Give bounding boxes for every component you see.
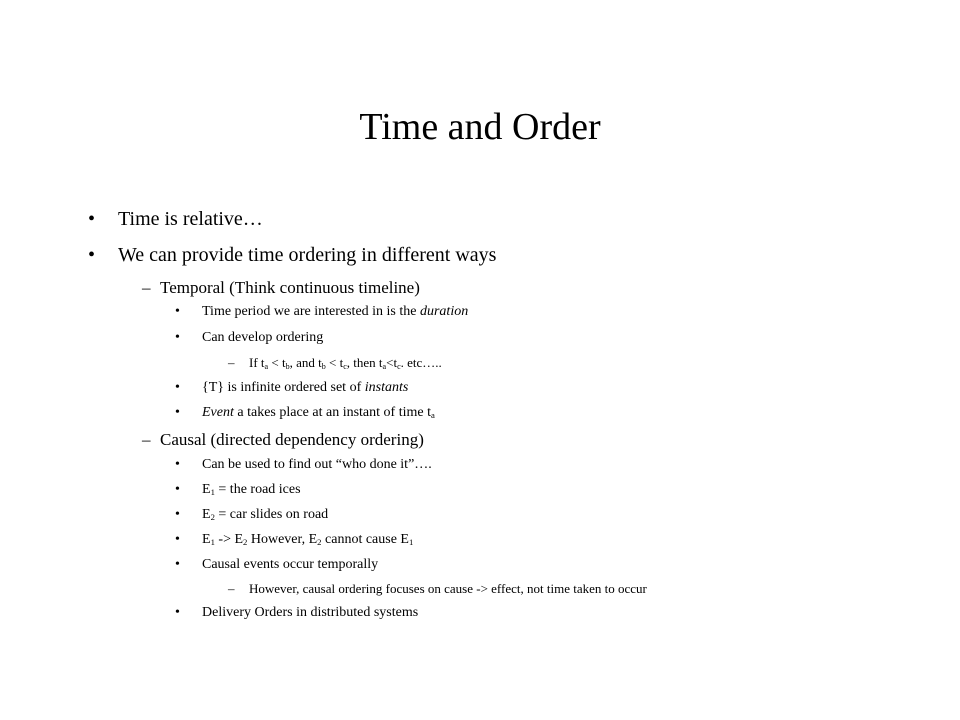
text-segment: , then t [346, 355, 383, 370]
text-segment: {T} is infinite ordered set of [202, 380, 365, 395]
text-segment: < t [325, 355, 344, 370]
bullet-marker: • [175, 330, 180, 345]
bullet-marker: – [142, 278, 151, 297]
text-segment: Causal events occur temporally [202, 557, 379, 572]
text-segment: <t [386, 355, 398, 370]
bullet-marker: • [88, 208, 96, 230]
subscript: a [264, 362, 269, 371]
subscript: c [397, 362, 401, 371]
subscript: 2 [243, 537, 248, 548]
bullet-marker: – [228, 355, 235, 370]
bullet-marker: • [175, 605, 180, 620]
subscript: 1 [210, 537, 215, 548]
text-segment: cannot cause E [321, 532, 409, 547]
bullet-marker: • [175, 482, 180, 497]
text-segment: Event [202, 405, 234, 420]
bullet-text-level-3 [202, 380, 408, 396]
text-segment: Can develop ordering [202, 330, 324, 345]
bullet-marker: • [175, 507, 180, 522]
text-segment: E [202, 507, 211, 522]
text-segment: Can be used to find out “who done it”…. [202, 457, 432, 472]
subscript: 2 [210, 512, 215, 523]
subscript: 2 [317, 537, 322, 548]
text-segment: . etc….. [400, 355, 442, 370]
bullet-marker: • [175, 380, 180, 395]
bullet-marker: • [175, 532, 180, 547]
text-segment: Delivery Orders in distributed systems [202, 605, 419, 620]
text-segment: = the road ices [214, 482, 301, 497]
bullet-marker: • [88, 244, 96, 266]
bullet-text-level-4 [249, 355, 442, 371]
bullet-text-level-3 [202, 507, 328, 523]
subscript: 1 [408, 537, 414, 548]
bullet-text-level-3 [202, 532, 413, 548]
text-segment: duration [419, 304, 469, 319]
bullet-text-level-2 [160, 278, 420, 298]
bullet-text-level-2 [160, 430, 424, 450]
text-segment: We can provide time ordering in different ways [118, 244, 497, 266]
text-segment: Time is relative… [118, 208, 263, 230]
bullet-marker: • [175, 405, 180, 420]
text-segment: a takes place at an instant of time t [233, 405, 431, 420]
text-segment: E [202, 482, 211, 497]
bullet-text-level-4 [249, 581, 647, 597]
text-segment: = car slides on road [214, 507, 329, 522]
bullet-marker: • [175, 557, 180, 572]
subscript: c [343, 362, 347, 371]
bullet-text-level-3 [202, 304, 468, 320]
text-segment: Causal (directed dependency ordering) [160, 430, 424, 449]
subscript: a [382, 362, 387, 371]
text-segment: However, causal ordering focuses on cause -> effect, not time taken to occur [249, 581, 647, 596]
bullet-text-level-3 [202, 330, 323, 346]
bullet-marker: – [228, 581, 235, 596]
slide-title: Time and Order [359, 106, 601, 148]
bullet-text-level-3 [202, 557, 378, 573]
bullet-marker: • [175, 457, 180, 472]
bullet-text-level-3 [202, 457, 432, 473]
bullet-marker: • [175, 304, 180, 319]
subscript: b [285, 362, 290, 371]
text-segment: , and t [289, 355, 322, 370]
text-segment: Temporal (Think continuous timeline) [160, 278, 420, 297]
bullet-text-level-3 [202, 605, 418, 621]
text-segment: instants [364, 380, 409, 395]
bullet-text-level-3 [202, 405, 435, 421]
text-segment: Time period we are interested in is the [202, 304, 420, 319]
bullet-text-level-3 [202, 482, 301, 498]
text-segment: However, E [247, 532, 318, 547]
subscript: a [430, 410, 435, 421]
text-segment: If t [249, 355, 265, 370]
text-segment: < t [268, 355, 286, 370]
text-segment: -> E [214, 532, 244, 547]
bullet-text-level-1 [118, 244, 496, 267]
bullet-marker: – [142, 430, 151, 449]
text-segment: E [202, 532, 211, 547]
bullet-text-level-1 [118, 208, 263, 231]
subscript: 1 [210, 487, 215, 498]
subscript: b [321, 362, 326, 371]
